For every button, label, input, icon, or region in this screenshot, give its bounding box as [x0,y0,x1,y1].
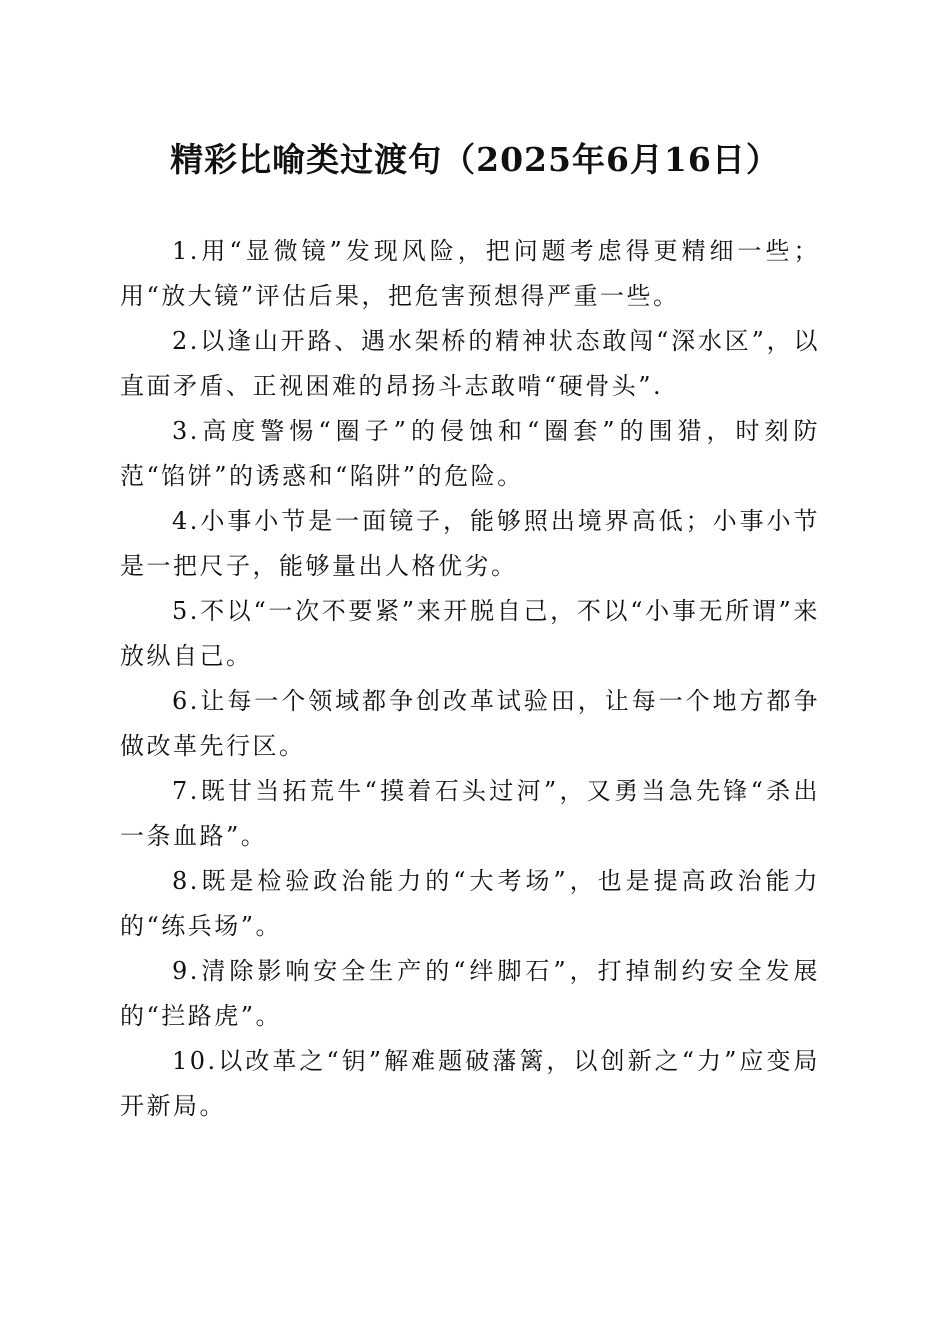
list-item: 4.小事小节是一面镜子，能够照出境界高低；小事小节是一把尺子，能够量出人格优劣。 [120,507,820,580]
list-item: 1.用“显微镜”发现风险，把问题考虑得更精细一些；用“放大镜”评估后果，把危害预想得严重一些。 [120,237,820,310]
list-item: 6.让每一个领域都争创改革试验田，让每一个地方都争做改革先行区。 [120,687,820,760]
list-item: 9.清除影响安全生产的“绊脚石”，打掉制约安全发展的“拦路虎”。 [120,957,820,1030]
document-title: 精彩比喻类过渡句（2025年6月16日） [170,140,780,179]
list-item: 5.不以“一次不要紧”来开脱自己，不以“小事无所谓”来放纵自己。 [120,597,820,670]
list-item: 10.以改革之“钥”解难题破藩篱，以创新之“力”应变局开新局。 [120,1047,820,1120]
list-item: 7.既甘当拓荒牛“摸着石头过河”，又勇当急先锋“杀出一条血路”。 [120,777,820,850]
list-item: 3.高度警惕“圈子”的侵蚀和“圈套”的围猎，时刻防范“馅饼”的诱惑和“陷阱”的危险。 [120,417,820,490]
list-item: 2.以逢山开路、遇水架桥的精神状态敢闯“深水区”，以直面矛盾、正视困难的昂扬斗志敢啃“硬骨头”. [120,327,820,400]
item-list [120,229,820,1129]
list-item: 8.既是检验政治能力的“大考场”，也是提高政治能力的“练兵场”。 [120,867,820,940]
